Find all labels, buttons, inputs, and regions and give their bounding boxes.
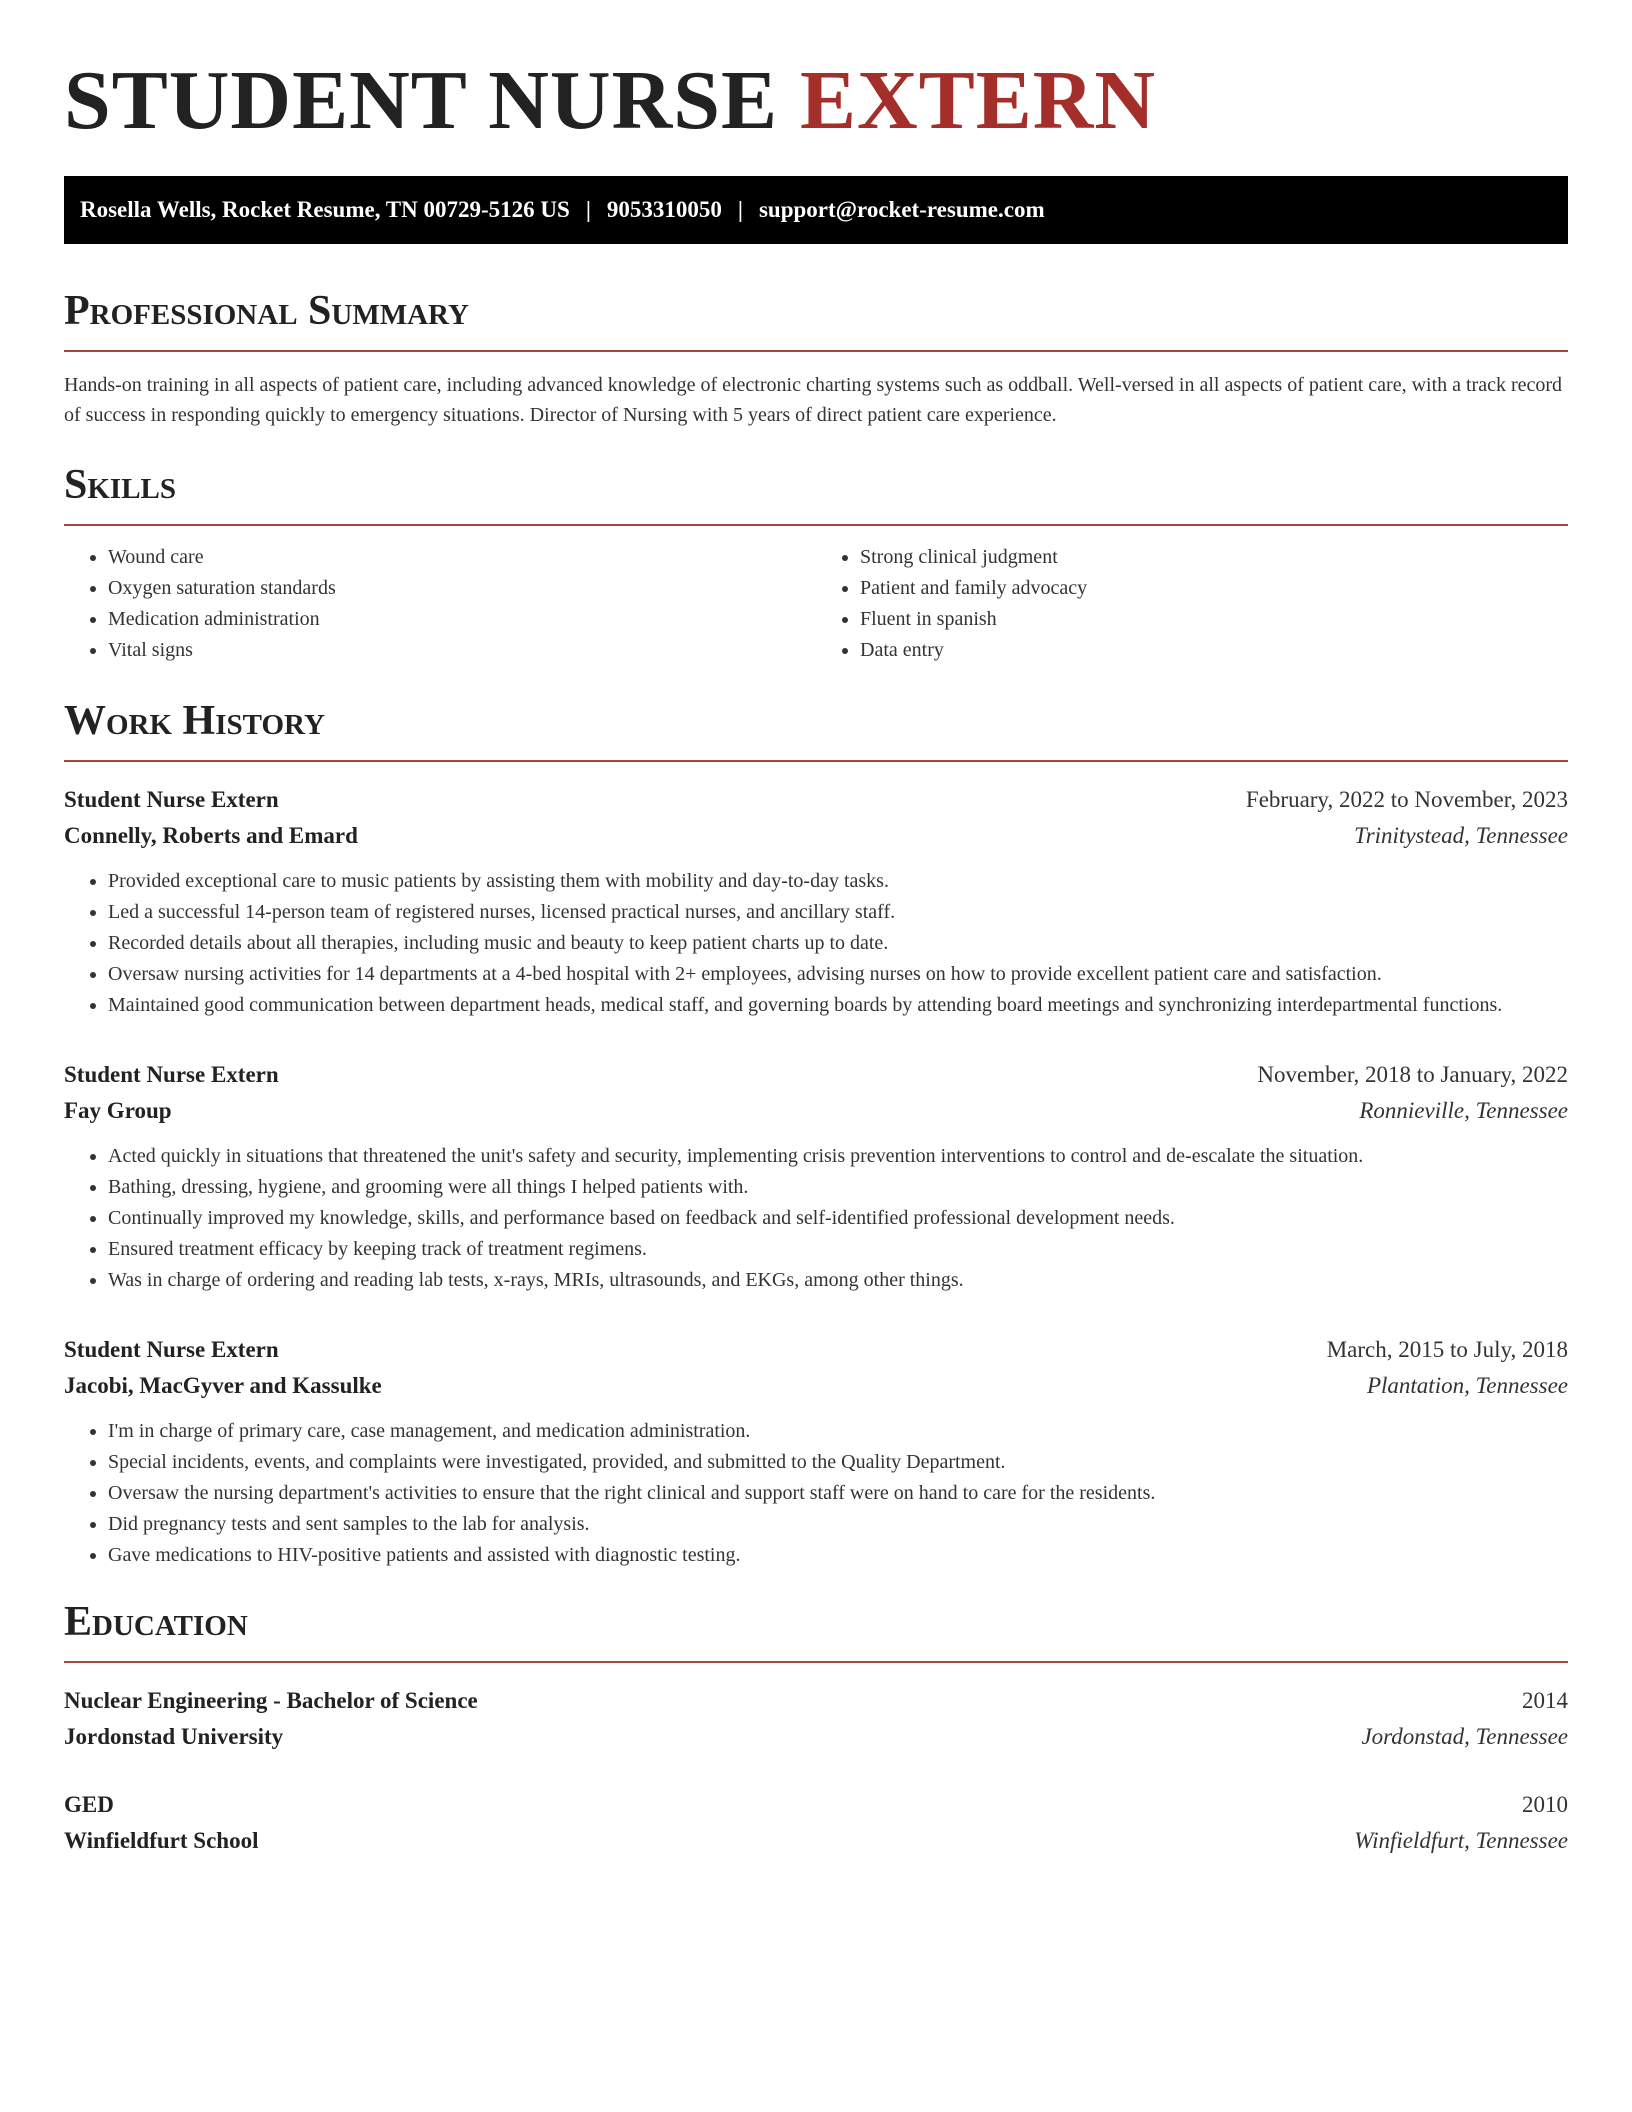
education-section — [64, 1597, 1568, 1859]
skills-grid — [64, 542, 1568, 666]
education-entry — [64, 1787, 1568, 1859]
job-company: Connelly, Roberts and Emard — [64, 823, 358, 848]
job-bullet: • Oversaw nursing activities for 14 departments at a 4-bed hospital with 2+ employees, advising nurses on how to provide excellent patient care and satisfaction. — [108, 959, 1568, 990]
job-bullet: • Recorded details about all therapies, including music and beauty to keep patient charts up to date. — [108, 928, 1568, 959]
job-title: Student Nurse Extern — [64, 1337, 279, 1362]
job-bullets — [64, 866, 1568, 1021]
job-entry — [64, 1332, 1568, 1571]
job-bullets — [64, 1141, 1568, 1296]
job-location: Trinitystead, Tennessee — [1354, 823, 1568, 848]
section-heading-work: Work History — [64, 696, 1568, 762]
edu-school: Winfieldfurt School — [64, 1828, 259, 1853]
edu-year: 2010 — [1522, 1792, 1568, 1817]
job-bullet: • Bathing, dressing, hygiene, and grooming were all things I helped patients with. — [108, 1172, 1568, 1203]
skill-item: • Medication administration — [108, 604, 816, 635]
skill-item: • Wound care — [108, 542, 816, 573]
skills-list-right — [816, 542, 1568, 666]
title-main: STUDENT NURSE — [64, 54, 778, 147]
summary-section — [64, 286, 1568, 430]
work-history-section — [64, 696, 1568, 1571]
job-entry — [64, 782, 1568, 1021]
skill-item: • Fluent in spanish — [860, 604, 1568, 635]
contact-bar — [64, 176, 1568, 244]
job-company: Fay Group — [64, 1098, 172, 1123]
edu-location: Jordonstad, Tennessee — [1361, 1724, 1568, 1749]
job-location: Plantation, Tennessee — [1366, 1373, 1568, 1398]
skill-item: • Patient and family advocacy — [860, 573, 1568, 604]
job-company: Jacobi, MacGyver and Kassulke — [64, 1373, 382, 1398]
section-heading-skills: Skills — [64, 460, 1568, 526]
job-bullet: • Ensured treatment efficacy by keeping track of treatment regimens. — [108, 1234, 1568, 1265]
skill-item: • Strong clinical judgment — [860, 542, 1568, 573]
education-entry — [64, 1683, 1568, 1755]
skill-item: • Vital signs — [108, 635, 816, 666]
job-location: Ronnieville, Tennessee — [1359, 1098, 1568, 1123]
contact-address: Rosella Wells, Rocket Resume, TN 00729-5126 US — [80, 197, 570, 222]
job-bullet: • I'm in charge of primary care, case management, and medication administration. — [108, 1416, 1568, 1447]
job-bullet: • Did pregnancy tests and sent samples to the lab for analysis. — [108, 1509, 1568, 1540]
edu-degree: GED — [64, 1792, 114, 1817]
job-title: Student Nurse Extern — [64, 1062, 279, 1087]
skill-item: • Data entry — [860, 635, 1568, 666]
job-bullet: • Gave medications to HIV-positive patients and assisted with diagnostic testing. — [108, 1540, 1568, 1571]
job-entry — [64, 1057, 1568, 1296]
summary-text: Hands-on training in all aspects of patient care, including advanced knowledge of electronic charting systems such as oddball. Well-versed in all aspects of patient care, with a track record of success in responding quickly to emergency situations. Director of Nursing with 5 years of direct patient care experience. — [64, 374, 1563, 426]
job-bullet: • Was in charge of ordering and reading lab tests, x-rays, MRIs, ultrasounds, and EKGs, among other things. — [108, 1265, 1568, 1296]
resume-page — [64, 0, 1568, 1859]
section-heading-education: Education — [64, 1597, 1568, 1663]
skills-list-left — [64, 542, 816, 666]
job-title: Student Nurse Extern — [64, 787, 279, 812]
edu-school: Jordonstad University — [64, 1724, 284, 1749]
job-bullet: • Continually improved my knowledge, skills, and performance based on feedback and self-identified professional development needs. — [108, 1203, 1568, 1234]
job-dates: February, 2022 to November, 2023 — [1245, 787, 1568, 812]
job-bullet: • Special incidents, events, and complaints were investigated, provided, and submitted to the Quality Department. — [108, 1447, 1568, 1478]
contact-email: support@rocket-resume.com — [758, 197, 1045, 222]
job-bullet: • Acted quickly in situations that threatened the unit's safety and security, implementing crisis prevention interventions to control and de-escalate the situation. — [108, 1141, 1568, 1172]
job-bullets — [64, 1416, 1568, 1571]
job-bullet: • Led a successful 14-person team of registered nurses, licensed practical nurses, and ancillary staff. — [108, 897, 1568, 928]
job-dates: March, 2015 to July, 2018 — [1326, 1337, 1568, 1362]
section-heading-summary: Professional Summary — [64, 286, 1568, 352]
job-bullet: • Provided exceptional care to music patients by assisting them with mobility and day-to-day tasks. — [108, 866, 1568, 897]
edu-location: Winfieldfurt, Tennessee — [1354, 1828, 1568, 1853]
job-dates: November, 2018 to January, 2022 — [1257, 1062, 1568, 1087]
contact-separator: | — [585, 197, 591, 222]
job-bullet: • Oversaw the nursing department's activities to ensure that the right clinical and support staff were on hand to care for the residents. — [108, 1478, 1568, 1509]
edu-year: 2014 — [1522, 1688, 1568, 1713]
job-bullet: • Maintained good communication between department heads, medical staff, and governing boards by attending board meetings and synchronizing interdepartmental functions. — [108, 990, 1568, 1021]
edu-degree: Nuclear Engineering - Bachelor of Science — [64, 1688, 478, 1713]
skills-section — [64, 460, 1568, 666]
title-accent: EXTERN — [800, 54, 1157, 147]
contact-separator: | — [737, 197, 743, 222]
skill-item: • Oxygen saturation standards — [108, 573, 816, 604]
contact-phone: 9053310050 — [606, 197, 722, 222]
resume-title — [64, 0, 1568, 150]
